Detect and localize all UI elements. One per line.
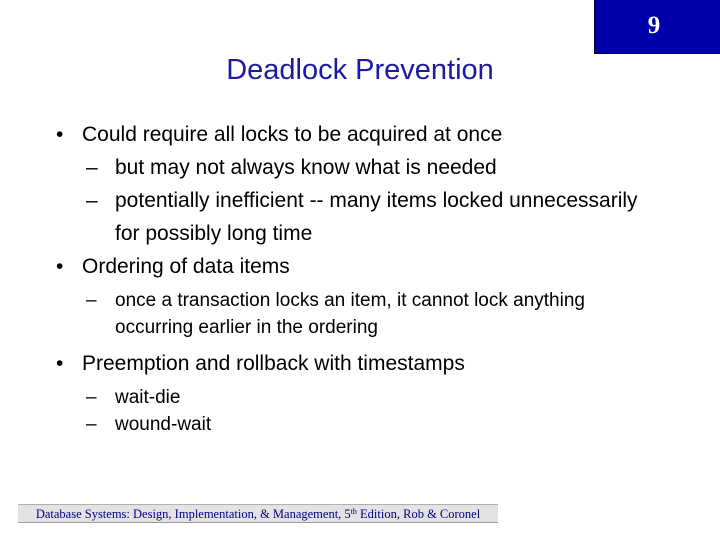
bullet-item <box>56 250 656 283</box>
footer-text-end: Edition, Rob & Coronel <box>356 507 481 521</box>
dash-icon: – <box>86 189 98 212</box>
bullet-item <box>56 118 656 151</box>
sub-bullet-item <box>56 184 656 250</box>
footer-citation <box>18 504 498 523</box>
sub-bullet-item <box>56 151 656 184</box>
footer-text-main: Database Systems: Design, Implementation, & Management, 5 <box>35 507 351 521</box>
slide-number: 9 <box>647 12 661 39</box>
bullet-icon: • <box>56 352 64 375</box>
sub-bullet-text: once a transaction locks an item, it cannot lock anything occurring earlier in the ordering <box>115 290 585 338</box>
bullet-text: Could require all locks to be acquired at once <box>82 123 503 146</box>
sub-bullet-item <box>56 287 656 341</box>
bullet-text: Preemption and rollback with timestamps <box>82 352 465 375</box>
dash-icon: – <box>86 414 97 435</box>
footer-superscript: th <box>350 507 357 516</box>
bullet-icon: • <box>56 123 64 146</box>
sub-bullet-text: wait-die <box>115 387 181 408</box>
sub-bullet-text: but may not always know what is needed <box>115 156 497 179</box>
slide-body <box>56 118 656 438</box>
slide-title: Deadlock Prevention <box>226 54 494 86</box>
sub-bullet-text: potentially inefficient -- many items locked unnecessarily for possibly long time <box>115 189 638 245</box>
bullet-text: Ordering of data items <box>82 255 290 278</box>
sub-bullet-item <box>56 384 656 411</box>
bullet-item <box>56 347 656 380</box>
dash-icon: – <box>86 290 97 311</box>
sub-bullet-item <box>56 411 656 438</box>
dash-icon: – <box>86 156 98 179</box>
sub-bullet-text: wound-wait <box>115 414 212 435</box>
dash-icon: – <box>86 387 97 408</box>
bullet-icon: • <box>56 255 64 278</box>
